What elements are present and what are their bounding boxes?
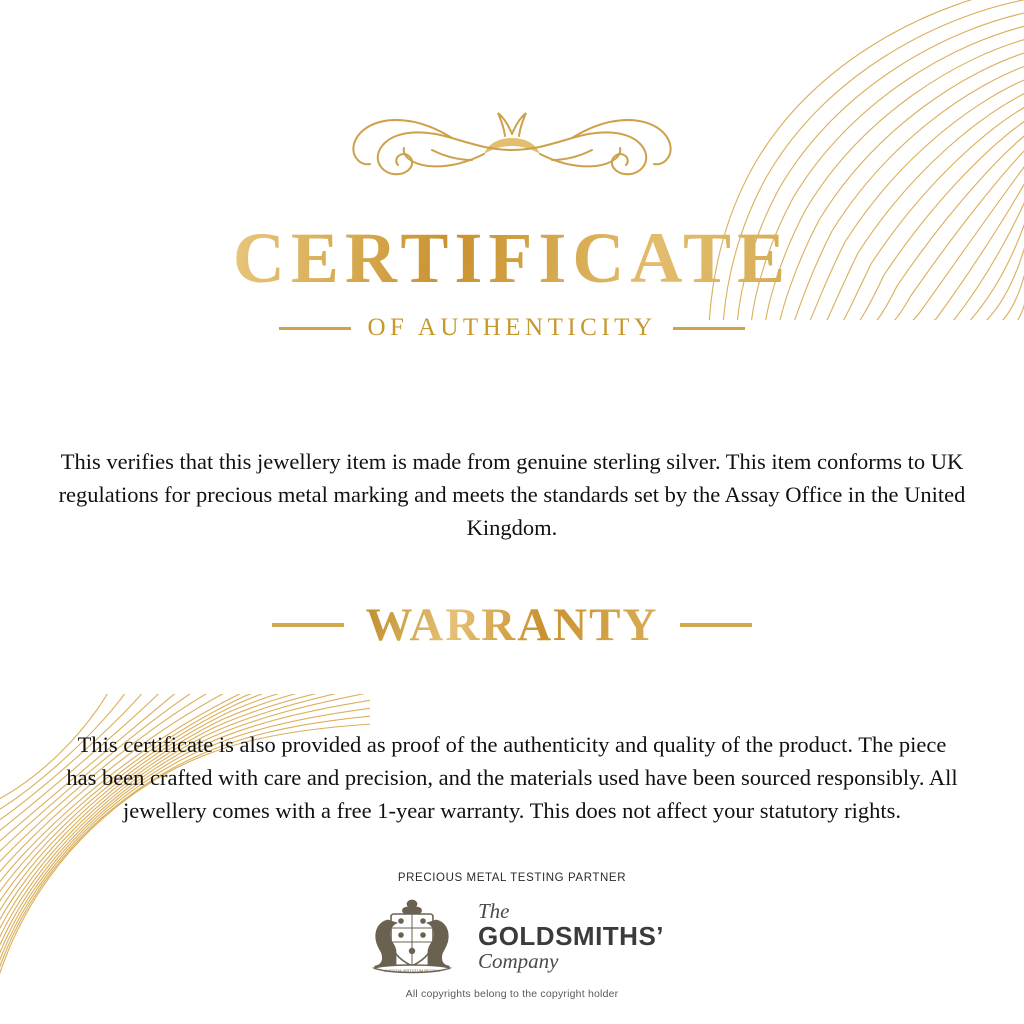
brand-the: The — [477, 898, 510, 923]
certificate-subtitle: OF AUTHENTICITY — [367, 314, 657, 341]
warranty-rule-right — [680, 623, 752, 627]
subtitle-rule-right — [673, 327, 745, 330]
goldsmiths-crest-icon — [360, 896, 464, 978]
warranty-heading-row — [0, 598, 1024, 652]
copyright-notice: All copyrights belong to the copyright holder — [405, 988, 619, 1000]
flourish-ornament-icon — [312, 104, 712, 200]
footer-kicker: PRECIOUS METAL TESTING PARTNER — [397, 872, 627, 884]
warranty-paragraph: This certificate is also provided as proof of the authenticity and quality of the product. The piece has been crafted with care and precision, and the materials used have been sourced responsibly. All jewellery comes with a free 1-year warranty. This does not affect your statutory rights. — [66, 731, 958, 824]
warranty-heading: WARRANTY — [365, 599, 659, 651]
subtitle-rule-left — [279, 327, 351, 330]
brand-text — [477, 898, 665, 974]
footer-logo-row — [0, 896, 1024, 978]
certificate-title: CERTIFICATE — [0, 222, 1024, 294]
title-block — [0, 218, 1024, 342]
warranty-rule-left — [272, 623, 344, 627]
brand-company: Company — [477, 949, 559, 974]
authenticity-paragraph: This verifies that this jewellery item is made from genuine sterling silver. This item conforms to UK regulations for precious metal marking and meets the standards set by the Assay Office in the United Kingdom. — [58, 448, 966, 541]
subtitle-row — [0, 314, 1024, 342]
svg-text:JUSTITIA VIRTUTUM REGINA: JUSTITIA VIRTUTUM REGINA — [384, 968, 440, 973]
footer — [0, 872, 1024, 1011]
brand-name: GOLDSMITHS’ — [477, 920, 665, 951]
